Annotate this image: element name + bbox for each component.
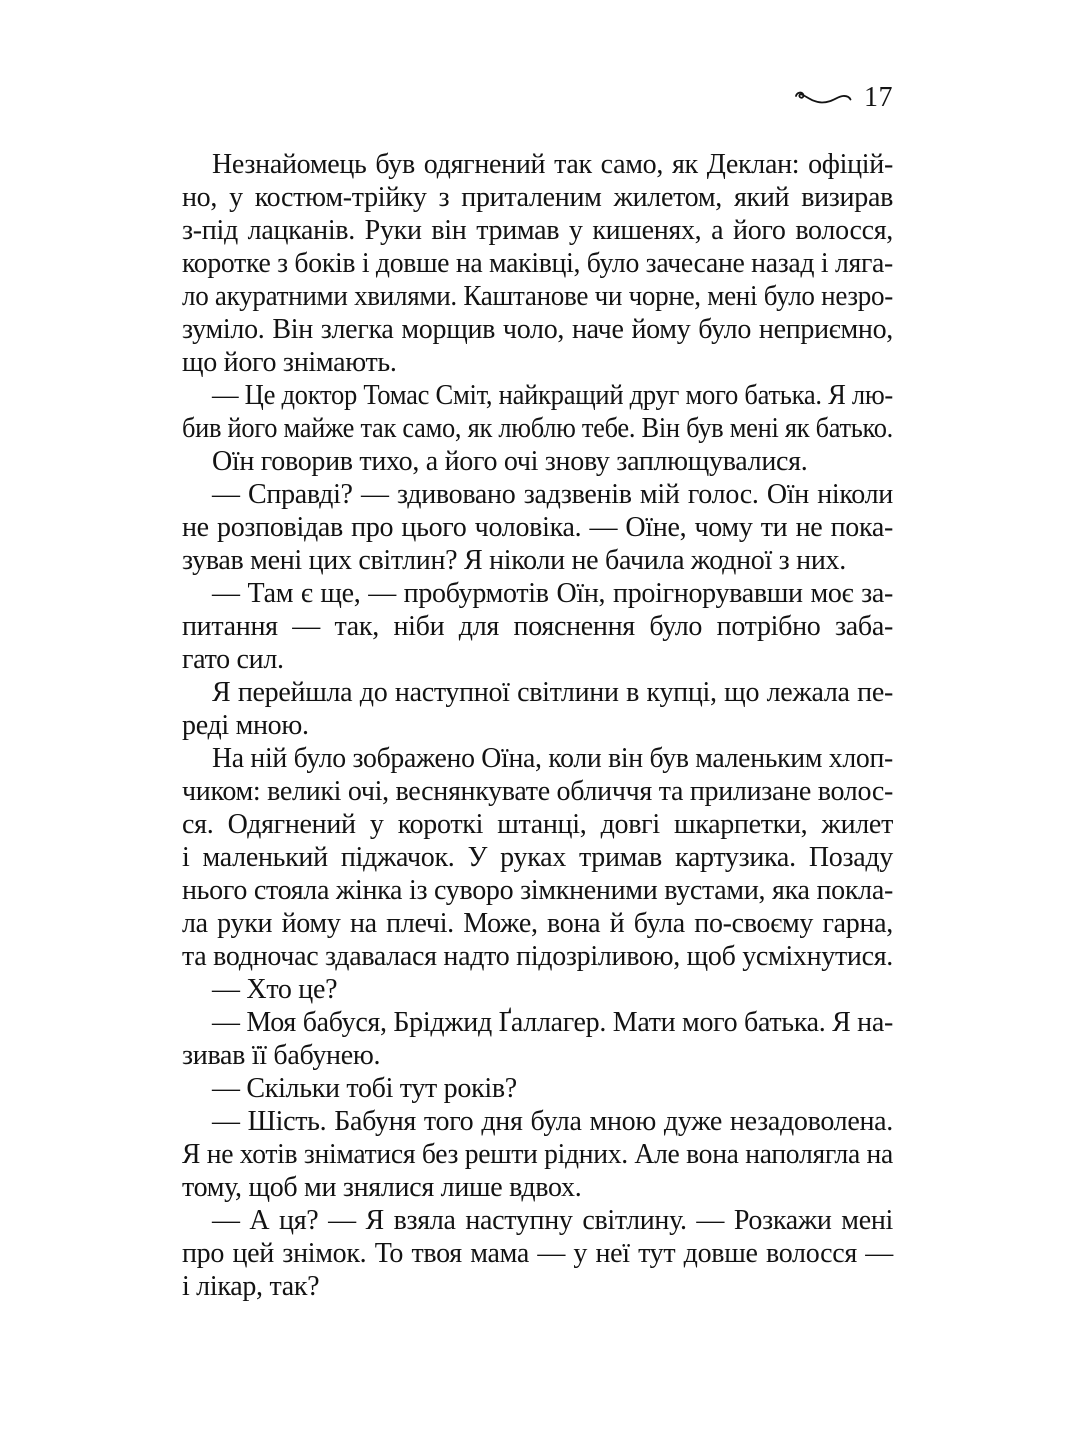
text-line-content: — Справді? — здивовано задзвенів мій голос. Оїн ніколи bbox=[212, 479, 893, 510]
text-line bbox=[182, 940, 893, 973]
text-line-content: і маленький піджачок. У руках тримав картузика. Позаду bbox=[182, 842, 893, 873]
text-line-content: — Хто це? bbox=[212, 974, 338, 1005]
text-line-content: та водночас здавалася надто підозріливою, щоб усміхнутися. bbox=[182, 941, 893, 972]
text-line bbox=[182, 775, 893, 808]
text-line-content: Я не хотів зніматися без решти рідних. Але вона наполягла на bbox=[182, 1139, 893, 1170]
text-line-content: гато сил. bbox=[182, 644, 284, 675]
text-line bbox=[182, 610, 893, 643]
text-line bbox=[182, 808, 893, 841]
text-line-content: питання — так, ніби для пояснення було потрібно заба- bbox=[182, 611, 893, 642]
text-line-content: — Шість. Бабуня того дня була мною дуже незадоволена. bbox=[212, 1106, 893, 1137]
text-line bbox=[182, 742, 893, 775]
text-line bbox=[182, 313, 893, 346]
text-line-content: бив його майже так само, як люблю тебе. Він був мені як батько. bbox=[182, 413, 893, 444]
text-line-content: — Скільки тобі тут років? bbox=[212, 1073, 517, 1104]
text-line-content: Незнайомець був одягнений так само, як Деклан: офіцій- bbox=[212, 149, 893, 180]
text-line bbox=[182, 478, 893, 511]
text-line-content: реді мною. bbox=[182, 710, 309, 741]
text-line bbox=[182, 1072, 893, 1105]
text-line bbox=[182, 841, 893, 874]
text-line bbox=[182, 643, 893, 676]
text-line-content: коротке з боків і довше на маківці, було зачесане назад і ляга- bbox=[182, 248, 893, 279]
text-line bbox=[182, 412, 893, 445]
text-line-content: ло акуратними хвилями. Каштанове чи чорне, мені було незро- bbox=[182, 281, 893, 312]
swash-flourish-icon bbox=[794, 87, 852, 109]
text-line-content: зував мені цих світлин? Я ніколи не бачила жодної з них. bbox=[182, 545, 846, 576]
text-line bbox=[182, 1039, 893, 1072]
text-line bbox=[182, 1006, 893, 1039]
text-line-content: Оїн говорив тихо, а його очі знову заплющувалися. bbox=[212, 446, 808, 477]
text-line-content: і лікар, так? bbox=[182, 1271, 320, 1302]
text-line-content: що його знімають. bbox=[182, 347, 397, 378]
text-line bbox=[182, 247, 893, 280]
text-line bbox=[182, 1171, 893, 1204]
text-line bbox=[182, 874, 893, 907]
text-line-content: чиком: великі очі, веснянкувате обличчя та прилизане волос- bbox=[182, 776, 893, 807]
text-line-content: — Там є ще, — пробурмотів Оїн, проігнорувавши моє за- bbox=[212, 578, 893, 609]
text-line bbox=[182, 1105, 893, 1138]
text-line bbox=[182, 1270, 893, 1303]
text-line bbox=[182, 148, 893, 181]
text-line bbox=[182, 181, 893, 214]
text-line bbox=[182, 973, 893, 1006]
text-line bbox=[182, 214, 893, 247]
text-line bbox=[182, 544, 893, 577]
text-line-content: На ній було зображено Оїна, коли він був маленьким хлоп- bbox=[212, 743, 893, 774]
text-line-content: про цей знімок. То твоя мама — у неї тут довше волосся — bbox=[182, 1238, 893, 1269]
text-line-content: — Моя бабуся, Бріджид Ґаллагер. Мати мого батька. Я на- bbox=[212, 1007, 893, 1038]
text-line bbox=[182, 907, 893, 940]
text-line-content: Я перейшла до наступної світлини в купці, що лежала пе- bbox=[212, 677, 893, 708]
text-line-content: зуміло. Він злегка морщив чоло, наче йому було неприємно, bbox=[182, 314, 893, 345]
text-line-content: ла руки йому на плечі. Може, вона й була по-своєму гарна, bbox=[182, 908, 893, 939]
text-line-content: зивав її бабунею. bbox=[182, 1040, 381, 1071]
text-line bbox=[182, 1204, 893, 1237]
text-line bbox=[182, 709, 893, 742]
page-header bbox=[0, 84, 893, 112]
text-line-content: нього стояла жінка із суворо зімкненими вустами, яка покла- bbox=[182, 875, 893, 906]
text-line bbox=[182, 280, 893, 313]
text-line bbox=[182, 1237, 893, 1270]
text-line-content: не розповідав про цього чоловіка. — Оїне, чому ти не пока- bbox=[182, 512, 893, 543]
text-line-content: но, у костюм-трійку з приталеним жилетом, який визирав bbox=[182, 182, 893, 213]
text-line-content: — Це доктор Томас Сміт, найкращий друг мого батька. Я лю- bbox=[212, 380, 893, 411]
text-line bbox=[182, 379, 893, 412]
text-line bbox=[182, 676, 893, 709]
text-line bbox=[182, 445, 893, 478]
text-line bbox=[182, 346, 893, 379]
text-line-content: ся. Одягнений у короткі штанці, довгі шкарпетки, жилет bbox=[182, 809, 893, 840]
page-text bbox=[182, 148, 893, 1303]
text-line bbox=[182, 577, 893, 610]
page-number: 17 bbox=[864, 82, 893, 113]
text-line-content: з-під лацканів. Руки він тримав у кишенях, а його волосся, bbox=[182, 215, 893, 246]
text-line bbox=[182, 511, 893, 544]
text-line bbox=[182, 1138, 893, 1171]
text-line-content: тому, щоб ми знялися лише вдвох. bbox=[182, 1172, 582, 1203]
text-line-content: — А ця? — Я взяла наступну світлину. — Розкажи мені bbox=[212, 1205, 893, 1236]
